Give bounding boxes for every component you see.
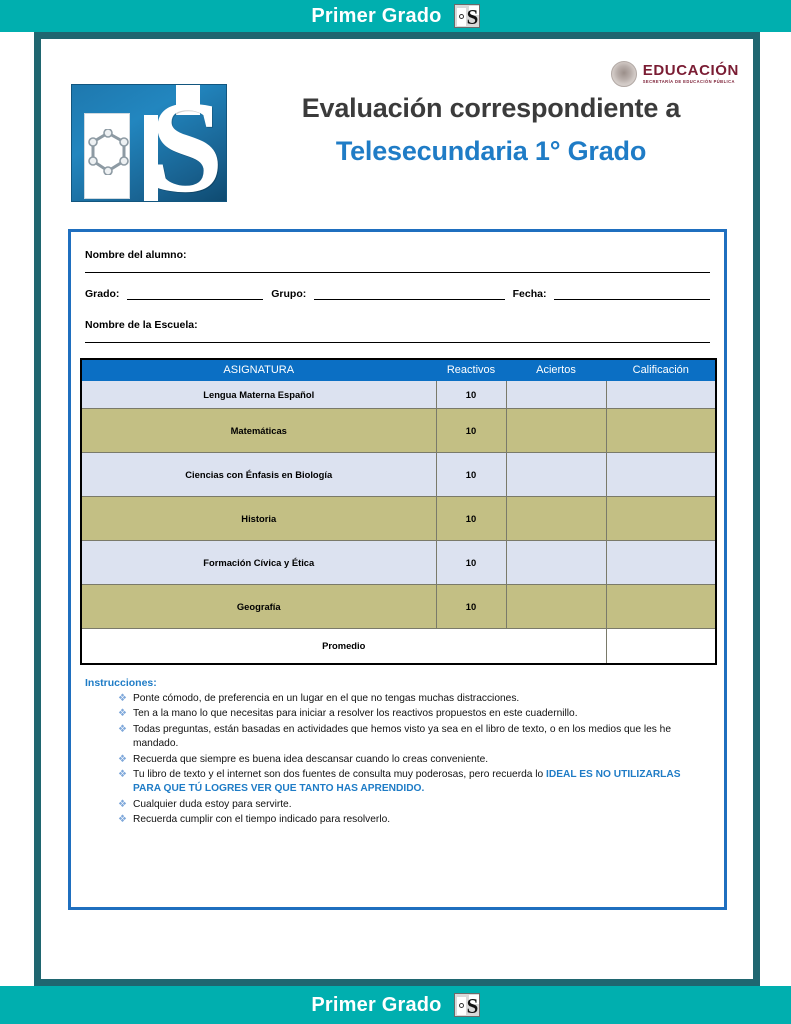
telesecundaria-mini-logo-icon: S xyxy=(454,993,480,1017)
instructions-list xyxy=(85,692,710,828)
list-item xyxy=(85,723,710,752)
calificacion-field[interactable] xyxy=(606,496,716,540)
sep-logo-title: EDUCACIÓN xyxy=(642,62,739,80)
top-banner-label: Primer Grado xyxy=(311,5,442,27)
subject-name: Historia xyxy=(81,496,436,540)
grade-label: Grado: xyxy=(85,288,120,300)
subject-name: Lengua Materna Español xyxy=(81,380,436,408)
reactivos-value: 10 xyxy=(436,584,506,628)
average-label: Promedio xyxy=(81,628,606,664)
date-label: Fecha: xyxy=(512,288,547,300)
subject-name: Matemáticas xyxy=(81,408,436,452)
instruction-emphasis: IDEAL ES NO UTILIZARLAS PARA QUE TÚ LOGRES VER QUE TANTO HAS APRENDIDO. xyxy=(133,769,681,795)
list-item xyxy=(85,813,710,827)
grade-group-date-row xyxy=(85,288,710,300)
grades-table-header-row xyxy=(81,359,716,380)
instructions-section xyxy=(85,677,710,828)
bottom-banner-label: Primer Grado xyxy=(311,994,442,1016)
calificacion-field[interactable] xyxy=(606,540,716,584)
table-row xyxy=(81,496,716,540)
instruction-text: Ten a la mano lo que necesitas para iniciar a resolver los reactivos propuestos en este cuadernillo. xyxy=(133,708,578,720)
list-item xyxy=(85,753,710,767)
aciertos-field[interactable] xyxy=(506,584,606,628)
list-item xyxy=(85,768,710,797)
table-row xyxy=(81,408,716,452)
reactivos-value: 10 xyxy=(436,408,506,452)
telesecundaria-mini-logo-icon: S xyxy=(454,4,480,28)
reactivos-value: 10 xyxy=(436,452,506,496)
instruction-text: Tu libro de texto y el internet son dos fuentes de consulta muy poderosas, pero recuerda lo xyxy=(133,769,547,781)
list-item xyxy=(85,707,710,721)
calificacion-field[interactable] xyxy=(606,584,716,628)
student-name-input[interactable] xyxy=(85,272,710,273)
instructions-title: Instrucciones: xyxy=(85,677,157,689)
table-row xyxy=(81,380,716,408)
diamond-bullet-icon: ❖ xyxy=(118,723,127,735)
student-name-label: Nombre del alumno: xyxy=(85,249,187,261)
page-subtitle: Telesecundaria 1° Grado xyxy=(335,136,647,166)
reactivos-value: 10 xyxy=(436,496,506,540)
table-row xyxy=(81,540,716,584)
diamond-bullet-icon: ❖ xyxy=(118,708,127,720)
aciertos-field[interactable] xyxy=(506,408,606,452)
subject-name: Ciencias con Énfasis en Biología xyxy=(81,452,436,496)
subject-name: Geografía xyxy=(81,584,436,628)
column-header-asignatura: ASIGNATURA xyxy=(81,359,436,380)
mexico-seal-icon xyxy=(611,61,637,87)
diamond-bullet-icon: ❖ xyxy=(118,814,127,826)
subject-name: Formación Cívica y Ética xyxy=(81,540,436,584)
group-input[interactable] xyxy=(314,289,505,300)
masthead xyxy=(41,39,753,229)
reactivos-value: 10 xyxy=(436,380,506,408)
grades-table xyxy=(80,358,717,665)
student-info-section xyxy=(71,232,724,343)
table-row xyxy=(81,584,716,628)
page-frame xyxy=(34,32,760,986)
school-name-input[interactable] xyxy=(85,342,710,343)
aciertos-field[interactable] xyxy=(506,452,606,496)
page-title-block xyxy=(241,93,741,167)
school-name-label: Nombre de la Escuela: xyxy=(85,319,198,331)
average-row xyxy=(81,628,716,664)
molecule-ring-icon xyxy=(86,129,130,175)
telesecundaria-logo xyxy=(71,84,227,202)
aciertos-field[interactable] xyxy=(506,540,606,584)
average-field[interactable] xyxy=(606,628,716,664)
logo-s-letter: S xyxy=(150,84,224,202)
bottom-banner xyxy=(0,986,791,1024)
reactivos-value: 10 xyxy=(436,540,506,584)
page-title: Evaluación correspondiente a xyxy=(301,93,681,123)
diamond-bullet-icon: ❖ xyxy=(118,753,127,765)
instruction-text: Cualquier duda estoy para servirte. xyxy=(133,798,292,810)
diamond-bullet-icon: ❖ xyxy=(118,769,127,781)
column-header-calificacion: Calificación xyxy=(606,359,716,380)
date-input[interactable] xyxy=(554,289,710,300)
grade-input[interactable] xyxy=(127,289,263,300)
calificacion-field[interactable] xyxy=(606,408,716,452)
calificacion-field[interactable] xyxy=(606,380,716,408)
column-header-aciertos: Aciertos xyxy=(506,359,606,380)
diamond-bullet-icon: ❖ xyxy=(118,693,127,704)
evaluation-card xyxy=(68,229,727,910)
table-row xyxy=(81,452,716,496)
instruction-text: Recuerda cumplir con el tiempo indicado para resolverlo. xyxy=(133,814,391,826)
instruction-text: Ponte cómodo, de preferencia en un lugar en el que no tengas muchas distracciones. xyxy=(133,693,520,704)
group-label: Grupo: xyxy=(271,288,307,300)
sep-logo-subtitle: SECRETARÍA DE EDUCACIÓN PÚBLICA xyxy=(642,79,735,85)
instruction-text: Todas preguntas, están basadas en actividades que hemos visto ya sea en el libro de texto, o en los medios que les he mandado. xyxy=(133,723,672,750)
list-item xyxy=(85,692,710,706)
sep-educacion-logo xyxy=(611,61,739,87)
top-banner xyxy=(0,0,791,32)
column-header-reactivos: Reactivos xyxy=(436,359,506,380)
list-item xyxy=(85,798,710,812)
calificacion-field[interactable] xyxy=(606,452,716,496)
instruction-text: Recuerda que siempre es buena idea descansar cuando lo creas conveniente. xyxy=(133,753,489,765)
aciertos-field[interactable] xyxy=(506,380,606,408)
aciertos-field[interactable] xyxy=(506,496,606,540)
diamond-bullet-icon: ❖ xyxy=(118,798,127,810)
